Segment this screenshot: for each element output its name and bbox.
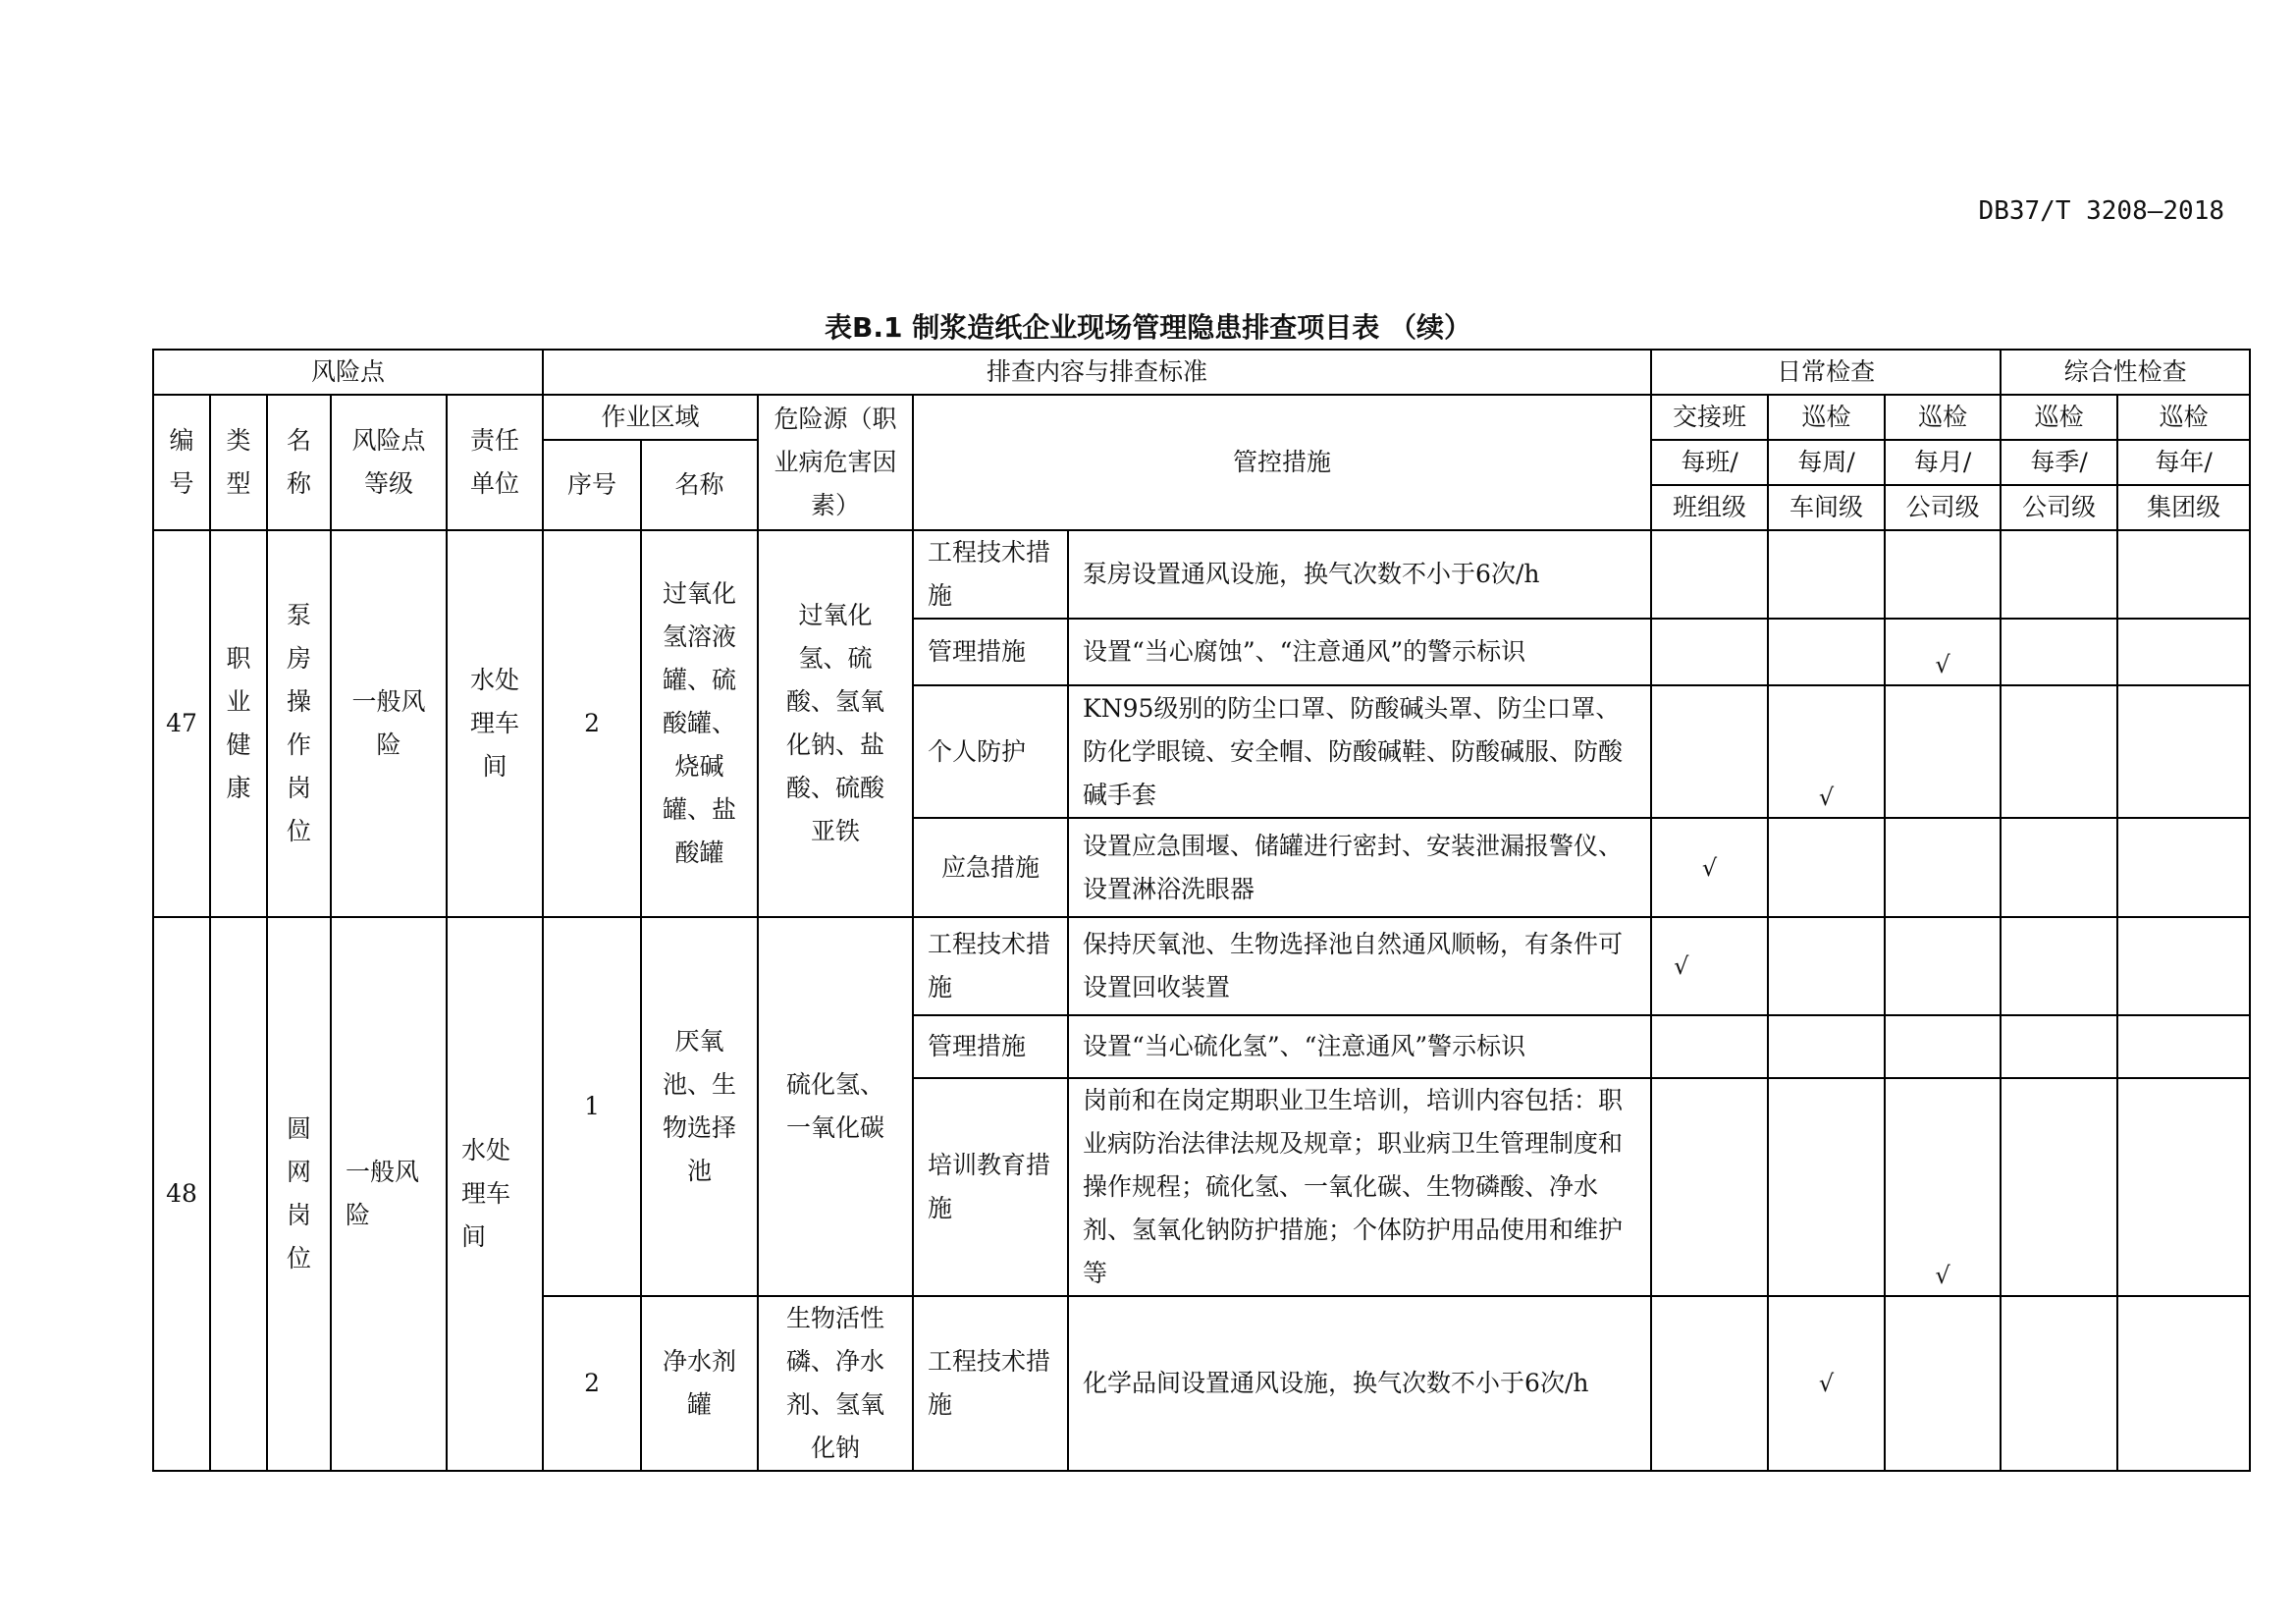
header-c2-0: 巡检: [1768, 395, 1885, 440]
header-no: 编号: [153, 395, 210, 530]
row48-c1-3: [1651, 1296, 1768, 1471]
row47-c1-0: [1651, 530, 1768, 619]
row48-c2-3: [1768, 1296, 1885, 1471]
row48-c5-1: [2117, 1015, 2250, 1078]
row47-cat-0: 工程技术措施: [913, 530, 1068, 619]
row47-c3-1: [1885, 619, 2001, 685]
check-mark: √: [1818, 1370, 1835, 1397]
row48-type: [210, 917, 267, 1471]
row48-unit: 水处理车间: [447, 917, 543, 1471]
header-row-1: [153, 350, 2250, 395]
header-work-area: 作业区域: [543, 395, 758, 440]
row47-measure-2: KN95级别的防尘口罩、防酸碱头罩、防尘口罩、防化学眼镜、安全帽、防酸碱鞋、防酸碱服、防酸碱手套: [1068, 685, 1651, 818]
inspection-table: [152, 349, 2251, 1472]
row47-c4-2: [2001, 685, 2117, 818]
header-c4-0: 巡检: [2001, 395, 2117, 440]
row47-cat-2: 个人防护: [913, 685, 1068, 818]
row48-measure-0: 保持厌氧池、生物选择池自然通风顺畅，有条件可设置回收装置: [1068, 917, 1651, 1015]
header-control: 管控措施: [913, 395, 1651, 530]
header-daily-check: 日常检查: [1651, 350, 2001, 395]
header-c5-2: 集团级: [2117, 485, 2250, 530]
header-c3-0: 巡检: [1885, 395, 2001, 440]
header-seq: 序号: [543, 440, 641, 530]
row47-cat-3: 应急措施: [913, 818, 1068, 917]
row47-c5-0: [2117, 530, 2250, 619]
row48-seq-2: 2: [543, 1296, 641, 1471]
row48-hazard-2: 生物活性磷、净水剂、氢氧化钠: [758, 1296, 913, 1471]
row47-c4-3: [2001, 818, 2117, 917]
header-row-2: [153, 395, 2250, 440]
row48-cat-0: 工程技术措施: [913, 917, 1068, 1015]
row47-c2-0: [1768, 530, 1885, 619]
row47-c1-1: [1651, 619, 1768, 685]
row47-type: 职业健康: [210, 530, 267, 917]
row47-c2-2: [1768, 685, 1885, 818]
row47-c5-2: [2117, 685, 2250, 818]
row47-unit: 水处理车间: [447, 530, 543, 917]
row48-c3-0: [1885, 917, 2001, 1015]
row48-c5-0: [2117, 917, 2250, 1015]
header-c3-1: 每月/: [1885, 440, 2001, 485]
row48-c4-3: [2001, 1296, 2117, 1471]
row48-c1-0: [1651, 917, 1768, 1015]
row47-c3-3: [1885, 818, 2001, 917]
row48-c3-1: [1885, 1015, 2001, 1078]
header-c1-2: 班组级: [1651, 485, 1768, 530]
row48-c2-2: [1768, 1078, 1885, 1296]
row48-measure-2: 岗前和在岗定期职业卫生培训，培训内容包括：职业病防治法律法规及规章；职业病卫生管理制度和操作规程；硫化氢、一氧化碳、生物磷酸、净水剂、氢氧化钠防护措施；个体防护用品使用和维护等: [1068, 1078, 1651, 1296]
row47-c4-0: [2001, 530, 2117, 619]
row47-hazard: 过氧化氢、硫酸、氢氧化钠、盐酸、硫酸亚铁: [758, 530, 913, 917]
check-mark: √: [1701, 853, 1718, 882]
row48-c1-1: [1651, 1015, 1768, 1078]
header-c1-0: 交接班: [1651, 395, 1768, 440]
row47-risk-level: 一般风险: [331, 530, 447, 917]
row48-c5-3: [2117, 1296, 2250, 1471]
header-inspect-content: 排查内容与排查标准: [543, 350, 1651, 395]
row48-area-name-2: 净水剂罐: [641, 1296, 758, 1471]
row47-c1-2: [1651, 685, 1768, 818]
row47-c4-1: [2001, 619, 2117, 685]
row47-area-name: 过氧化氢溶液罐、硫酸罐、烧碱罐、盐酸罐: [641, 530, 758, 917]
check-mark: √: [1935, 651, 1950, 678]
row48-cat-2: 培训教育措施: [913, 1078, 1068, 1296]
check-mark: √: [1818, 784, 1835, 811]
check-mark: √: [1674, 952, 1689, 980]
row48-risk-level: 一般风险: [331, 917, 447, 1471]
row48-c3-3: [1885, 1296, 2001, 1471]
row48-measure-3: 化学品间设置通风设施，换气次数不小于6次/h: [1068, 1296, 1651, 1471]
check-mark: √: [1935, 1262, 1950, 1289]
row47-measure-0: 泵房设置通风设施，换气次数不小于6次/h: [1068, 530, 1651, 619]
header-unit: 责任单位: [447, 395, 543, 530]
header-c3-2: 公司级: [1885, 485, 2001, 530]
row48-no: 48: [153, 917, 210, 1471]
row48-c2-0: [1768, 917, 1885, 1015]
header-hazard: 危险源（职业病危害因素）: [758, 395, 913, 530]
header-comprehensive-check: 综合性检查: [2001, 350, 2250, 395]
header-c2-2: 车间级: [1768, 485, 1885, 530]
row48-measure-1: 设置“当心硫化氢”、“注意通风”警示标识: [1068, 1015, 1651, 1078]
header-c4-1: 每季/: [2001, 440, 2117, 485]
header-name: 名称: [267, 395, 331, 530]
row48-cat-1: 管理措施: [913, 1015, 1068, 1078]
row48-c4-1: [2001, 1015, 2117, 1078]
row48-area-name-1: 厌氧池、生物选择池: [641, 917, 758, 1296]
row47-measure-3: 设置应急围堰、储罐进行密封、安装泄漏报警仪、设置淋浴洗眼器: [1068, 818, 1651, 917]
header-c2-1: 每周/: [1768, 440, 1885, 485]
row48-name: 圆网岗位: [267, 917, 331, 1471]
row48-c5-2: [2117, 1078, 2250, 1296]
table-row: [153, 530, 2250, 619]
row47-no: 47: [153, 530, 210, 917]
header-c5-1: 每年/: [2117, 440, 2250, 485]
row47-c3-2: [1885, 685, 2001, 818]
row47-seq: 2: [543, 530, 641, 917]
table-row: [153, 917, 2250, 1015]
row48-seq-1: 1: [543, 917, 641, 1296]
row48-hazard-1: 硫化氢、一氧化碳: [758, 917, 913, 1296]
row47-c1-3: [1651, 818, 1768, 917]
row47-c3-0: [1885, 530, 2001, 619]
row47-name: 泵房操作岗位: [267, 530, 331, 917]
row48-cat-3: 工程技术措施: [913, 1296, 1068, 1471]
header-type: 类型: [210, 395, 267, 530]
document-code: DB37/T 3208—2018: [1978, 196, 2224, 226]
row47-cat-1: 管理措施: [913, 619, 1068, 685]
header-risk-level: 风险点等级: [331, 395, 447, 530]
row48-c4-2: [2001, 1078, 2117, 1296]
row48-c3-2: [1885, 1078, 2001, 1296]
row48-c2-1: [1768, 1015, 1885, 1078]
row47-c5-3: [2117, 818, 2250, 917]
row47-c2-3: [1768, 818, 1885, 917]
row47-c5-1: [2117, 619, 2250, 685]
table-title: 表B.1 制浆造纸企业现场管理隐患排查项目表 （续）: [825, 311, 1471, 344]
header-c4-2: 公司级: [2001, 485, 2117, 530]
header-c5-0: 巡检: [2117, 395, 2250, 440]
header-c1-1: 每班/: [1651, 440, 1768, 485]
row47-c2-1: [1768, 619, 1885, 685]
row48-c1-2: [1651, 1078, 1768, 1296]
row48-c4-0: [2001, 917, 2117, 1015]
header-area-name: 名称: [641, 440, 758, 530]
row47-measure-1: 设置“当心腐蚀”、“注意通风”的警示标识: [1068, 619, 1651, 685]
header-risk-point: 风险点: [153, 350, 543, 395]
